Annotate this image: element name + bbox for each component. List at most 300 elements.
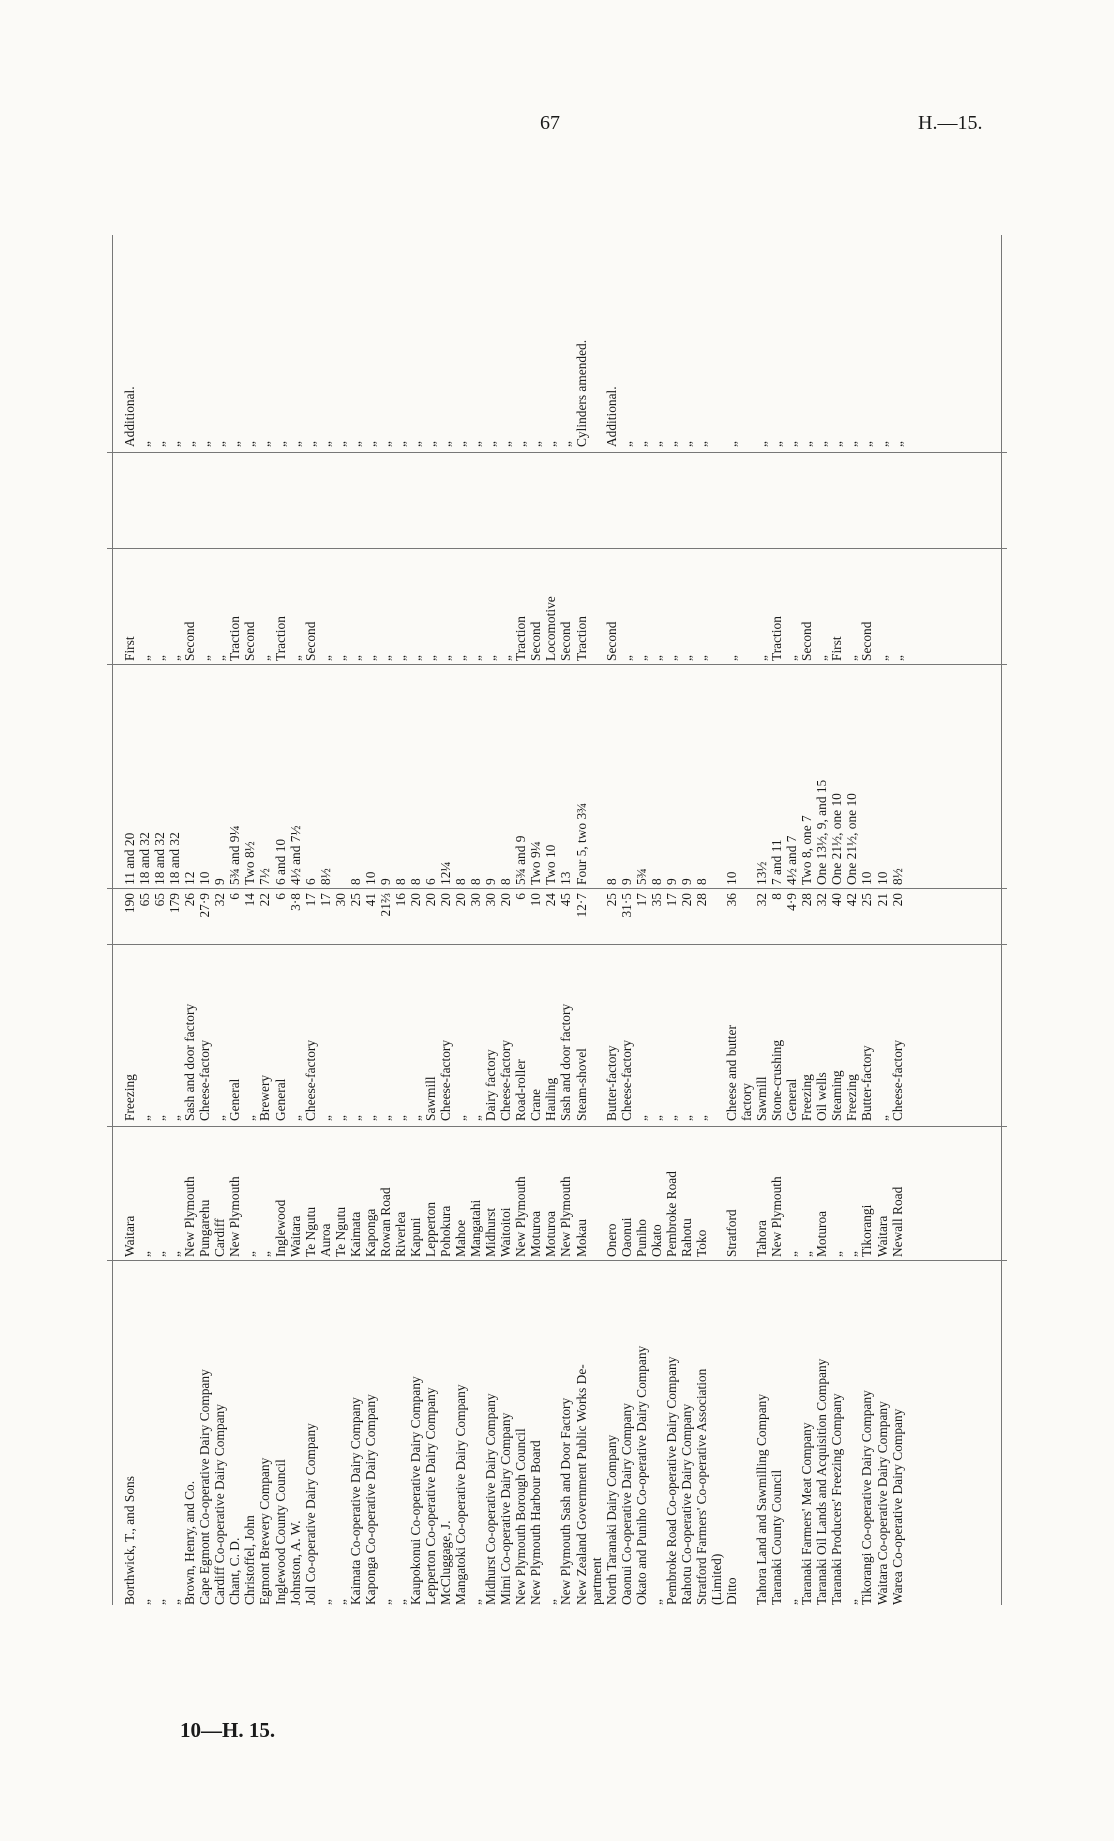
table-cell: Oaonui [618, 1217, 634, 1257]
table-cell: Taranaki Farmers' Meat Company [799, 1422, 815, 1605]
page-footer: 10—H. 15. [180, 1718, 276, 1742]
page-number: 67 [540, 112, 560, 134]
table-cell: 20 [438, 893, 454, 907]
table-cell: Pembroke Road [663, 1171, 679, 1257]
table-cell: Egmont Brewery Company [257, 1457, 273, 1605]
table-cell: „ [678, 441, 694, 447]
table-cell: factory [739, 1083, 755, 1121]
table-cell: Moturoa [814, 1210, 830, 1257]
table-cell: Rowan Road [377, 1187, 393, 1257]
table-cell: Pungarehu [197, 1199, 213, 1257]
table-cell: Lepperton [423, 1201, 438, 1257]
table-cell: Riverlea [392, 1211, 408, 1257]
table-cell: „ [483, 655, 499, 661]
table-cell: Waitoitoi [498, 1207, 514, 1257]
table-cell: First [829, 636, 845, 661]
table-cell: 25 [603, 893, 619, 907]
table-cell: „ [633, 441, 649, 447]
table-cell: 24 [543, 893, 559, 907]
table-cell: „ [693, 655, 709, 661]
table-cell: 36 [724, 893, 739, 907]
table-cell: One 21½, one 10 [829, 793, 845, 885]
table-cell: Second [528, 621, 544, 661]
table-cell: „ [618, 655, 634, 661]
table-cell: „ [302, 441, 318, 447]
table-cell: Tikorangi Co-operative Dairy Company [859, 1390, 875, 1605]
table-cell: „ [693, 441, 709, 447]
table-cell: „ [317, 441, 333, 447]
table-cell: Mangatoki Co-operative Dairy Company [453, 1384, 469, 1605]
table-cell: Taranaki Producers' Freezing Company [829, 1393, 845, 1605]
table-cell: Crane [528, 1089, 544, 1121]
table-cell: Butter-factory [603, 1045, 619, 1121]
table-cell: „ [453, 655, 469, 661]
table-cell: 8 [392, 878, 408, 885]
table-cell: Locomotive [543, 596, 559, 661]
table-cell: 18 and 32 [152, 832, 168, 885]
table-cell: „ [678, 655, 694, 661]
table-cell: 20 [407, 893, 423, 907]
table-cell: Cheese and butter [724, 1025, 739, 1121]
table-cell: 20 [678, 893, 694, 907]
table-cell: Waitara [874, 1215, 890, 1257]
table-cell: „ [137, 1599, 153, 1605]
table-cell: Stratford Farmers' Co-operative Association [693, 1368, 709, 1605]
table-cell: „ [799, 441, 815, 447]
table-cell: 20 [423, 893, 438, 907]
table-cell: Moturoa [543, 1210, 559, 1257]
table-cell: 32 [754, 893, 770, 907]
table-cell: „ [543, 441, 559, 447]
table-cell: New Zealand Government Public Works De- [573, 1364, 589, 1605]
table-cell: 5¾ and 9 [513, 835, 529, 885]
table-cell: „ [242, 441, 258, 447]
table-cell: „ [182, 441, 198, 447]
table-cell: „ [663, 441, 679, 447]
table-cell: Toko [693, 1229, 709, 1257]
table-cell: Kapuni [407, 1217, 423, 1257]
table-cell: Pembroke Road Co-operative Dairy Company [663, 1356, 679, 1605]
table-cell: 30 [468, 893, 484, 907]
table-cell: „ [407, 655, 423, 661]
table-cell: Midhurst [483, 1207, 499, 1257]
table-cell: „ [423, 655, 438, 661]
table-cell: Te Ngutu [332, 1206, 348, 1257]
table-cell: 10 [724, 871, 739, 885]
table-cell: „ [829, 441, 845, 447]
table-cell: Brewery [257, 1074, 273, 1121]
table-cell: „ [844, 1599, 860, 1605]
table-cell: 35 [648, 893, 664, 907]
table-cell: 16 [392, 893, 408, 907]
table-cell: „ [197, 655, 213, 661]
table-cell: Tahora Land and Sawmilling Company [754, 1393, 770, 1605]
table-cell: 14 [242, 893, 258, 907]
table-cell: „ [392, 441, 408, 447]
table-cell: 18 and 32 [137, 832, 153, 885]
rotated-boiler-register-table [107, 235, 1007, 1605]
table-cell: Cheese-factory [302, 1039, 318, 1121]
table-cell: „ [287, 441, 303, 447]
table-cell: 3·8 [287, 893, 303, 911]
table-cell: 9 [678, 878, 694, 885]
table-cell: „ [784, 1251, 800, 1257]
table-cell: 8 [407, 878, 423, 885]
table-cell: „ [754, 655, 770, 661]
table-cell: New Plymouth [558, 1176, 574, 1257]
table-cell: „ [317, 1115, 333, 1121]
table-cell: Inglewood [272, 1199, 288, 1257]
table-cell: „ [648, 1115, 664, 1121]
table-cell: „ [844, 655, 860, 661]
table-cell: 10 [528, 893, 544, 907]
table-cell: 21 [874, 893, 890, 907]
table-cell: Two 8½ [242, 841, 258, 885]
table-cell: Warea Co-operative Dairy Company [889, 1408, 905, 1605]
table-cell: 9 [618, 878, 634, 885]
table-cell: „ [167, 1115, 183, 1121]
table-cell: Steam-shovel [573, 1048, 589, 1121]
table-cell: Four 5, two 3¾ [573, 802, 589, 885]
table-cell: 13½ [754, 861, 770, 885]
table-cell: Sash and door factory [182, 1003, 198, 1121]
table-cell: 28 [799, 893, 815, 907]
table-cell: Rahotu Co-operative Dairy Company [678, 1403, 694, 1605]
table-cell: „ [212, 441, 228, 447]
table-cell: 8 [347, 878, 363, 885]
table-cell: Second [182, 621, 198, 661]
table-cell: „ [678, 1115, 694, 1121]
table-cell: „ [513, 441, 529, 447]
table-cell: 8 [603, 878, 619, 885]
table-cell: Sash and door factory [558, 1003, 574, 1121]
table-top-rule [112, 235, 113, 1605]
table-cell: Cheese-factory [618, 1039, 634, 1121]
table-cell: 25 [347, 893, 363, 907]
table-cell: „ [468, 441, 484, 447]
table-cell: 12¼ [438, 861, 454, 885]
table-cell: 8 [468, 878, 484, 885]
table-cell [887, 459, 908, 545]
table-cell: 4½ and 7½ [287, 825, 303, 885]
table-cell: 8 [693, 878, 709, 885]
table-cell: Kaponga Co-operative Dairy Company [362, 1394, 378, 1605]
table-cell: Second [302, 621, 318, 661]
table-cell: „ [377, 1115, 393, 1121]
table-cell: 32 [814, 893, 830, 907]
table-cell: 4½ and 7 [784, 835, 800, 885]
table-cell: 41 [362, 893, 378, 907]
table-cell: Mokau [573, 1219, 589, 1257]
table-cell: „ [347, 1115, 363, 1121]
table-cell: Mangatahi [468, 1199, 484, 1257]
table-cell: Cheese-factory [438, 1039, 454, 1121]
table-cell: 5¾ and 9¼ [227, 825, 243, 885]
table-cell: „ [287, 655, 303, 661]
table-cell: „ [648, 1599, 664, 1605]
table-cell: 17 [633, 893, 649, 907]
table-cell: „ [814, 655, 830, 661]
table-cell: „ [167, 655, 183, 661]
table-cell: „ [889, 441, 905, 447]
table-cell: „ [784, 441, 800, 447]
table-cell: „ [754, 441, 770, 447]
table-cell: Brown, Henry, and Co. [182, 1480, 198, 1605]
table-cell: „ [347, 655, 363, 661]
table-cell: „ [438, 441, 454, 447]
table-cell: „ [227, 441, 243, 447]
table-cell: „ [362, 655, 378, 661]
table-cell: 12·7 [573, 893, 589, 918]
table-cell: Stratford [724, 1209, 739, 1257]
table-cell: „ [468, 1599, 484, 1605]
table-cell: 6 and 10 [272, 838, 288, 885]
table-cell: 9 [663, 878, 679, 885]
table-cell: Two 10 [543, 844, 559, 885]
table-cell: New Plymouth Sash and Door Factory [558, 1397, 574, 1605]
table-cell: 9 [377, 878, 393, 885]
table-cell: New Plymouth [769, 1176, 785, 1257]
table-cell: 8½ [317, 868, 333, 885]
table-cell: „ [724, 441, 739, 447]
table-cell: „ [633, 655, 649, 661]
table-cell: „ [468, 655, 484, 661]
table-cell: Dairy factory [483, 1049, 499, 1121]
table-cell: Oil wells [814, 1072, 830, 1121]
table-cell: Second [558, 621, 574, 661]
table-cell: „ [257, 655, 273, 661]
table-cell: 17 [317, 893, 333, 907]
table-cell: Tahora [754, 1220, 770, 1257]
table-cell: „ [137, 1251, 153, 1257]
table-cell: Second [603, 621, 619, 661]
table-cell: Okato [648, 1224, 664, 1257]
table-cell: Road-roller [513, 1059, 529, 1121]
table-cell: „ [212, 655, 228, 661]
table-cell: North Taranaki Dairy Company [603, 1434, 619, 1605]
table-cell: „ [167, 1251, 183, 1257]
table-cell: Waitara Co-operative Dairy Company [874, 1401, 890, 1605]
table-cell: „ [663, 1115, 679, 1121]
table-cell: „ [438, 655, 454, 661]
table-cell: 27·9 [197, 893, 213, 918]
table-cell: Mimi Co-operative Dairy Company [498, 1412, 514, 1605]
table-cell: Waitara [122, 1215, 137, 1257]
table-cell: „ [407, 441, 423, 447]
table-cell: 10 [874, 871, 890, 885]
table-cell: One 13½, 9, and 15 [814, 779, 830, 885]
table-cell: 179 [167, 893, 183, 914]
table-cell: „ [784, 1599, 800, 1605]
table-cell: „ [242, 1251, 258, 1257]
table-cell: New Plymouth Borough Council [513, 1428, 529, 1605]
table-cell: 17 [302, 893, 318, 907]
table-cell: Steaming [829, 1070, 845, 1121]
table-cell: Chant, C. D. [227, 1537, 243, 1605]
table-cell: Kaponga [362, 1208, 378, 1257]
table-cell: „ [423, 441, 438, 447]
table-cell: „ [558, 441, 574, 447]
table-cell: Kaupokonui Co-operative Dairy Company [407, 1376, 423, 1605]
table-cell: 13 [558, 871, 574, 885]
table-cell: „ [498, 441, 514, 447]
table-cell: „ [152, 441, 168, 447]
table-cell: Ditto [724, 1577, 739, 1605]
table-cell: Okato and Puniho Co-operative Dairy Company [633, 1345, 649, 1605]
table-cell: Traction [227, 616, 243, 661]
table-bottom-rule [1001, 235, 1002, 1605]
table-cell: Midhurst Co-operative Dairy Company [483, 1393, 499, 1605]
table-cell: Kaimata [347, 1211, 363, 1257]
table-cell: „ [362, 441, 378, 447]
table-cell: „ [167, 441, 183, 447]
table-cell: 10 [859, 871, 875, 885]
table-cell: 12 [182, 871, 198, 885]
table-cell: „ [633, 1115, 649, 1121]
table-cell: „ [859, 441, 875, 447]
table-cell: „ [724, 655, 739, 661]
table-cell: Sawmill [754, 1076, 770, 1121]
table-cell: Newall Road [889, 1186, 905, 1257]
table-cell: Traction [573, 616, 589, 661]
table-cell: 6 [227, 893, 243, 900]
table-cell: Christoffel, John [242, 1515, 258, 1605]
table-cell: (Limited) [708, 1553, 724, 1605]
table-cell: 22 [257, 893, 273, 907]
table-cell: 5¾ [633, 868, 649, 885]
table-cell: Butter-factory [859, 1045, 875, 1121]
table-cell: „ [874, 1115, 890, 1121]
table-cell: 10 [197, 871, 213, 885]
table-cell: Cape Egmont Co-operative Dairy Company [197, 1369, 213, 1605]
table-cell: New Plymouth [182, 1176, 198, 1257]
table-cell: „ [332, 1115, 348, 1121]
table-cell: 42 [844, 893, 860, 907]
table-cell: Cylinders amended. [573, 339, 589, 447]
table-cell: „ [528, 441, 544, 447]
table-cell: „ [618, 441, 634, 447]
table-cell: „ [152, 1251, 168, 1257]
table-cell: „ [272, 441, 288, 447]
table-cell: „ [137, 655, 153, 661]
table-cell: „ [242, 1115, 258, 1121]
table-cell: Additional. [122, 386, 137, 447]
table-cell: Additional. [603, 386, 619, 447]
table-cell: 18 and 32 [167, 832, 183, 885]
table-cell: Traction [513, 616, 529, 661]
table-cell: 4·9 [784, 893, 800, 911]
table-cell: Traction [272, 616, 288, 661]
table-cell: Oaonui Co-operative Dairy Company [618, 1403, 634, 1605]
table-cell: Cheese-factory [498, 1039, 514, 1121]
table-cell: Freezing [799, 1074, 815, 1121]
table-cell: Second [242, 621, 258, 661]
table-cell: partment [588, 1557, 604, 1605]
table-cell: Onero [603, 1223, 619, 1257]
table-cell: Inglewood County Council [272, 1459, 288, 1605]
table-cell: 65 [137, 893, 153, 907]
table-cell: 30 [483, 893, 499, 907]
table-cell: 8 [498, 878, 514, 885]
table-cell: Stone-crushing [769, 1039, 785, 1121]
table-cell: Cardiff Co-operative Dairy Company [212, 1404, 228, 1605]
table-cell: 6 [513, 893, 529, 900]
table-cell: „ [453, 1115, 469, 1121]
table-cell: „ [287, 1115, 303, 1121]
table-cell: „ [257, 1251, 273, 1257]
table-cell: „ [137, 441, 153, 447]
table-cell: General [227, 1078, 243, 1121]
table-cell: Mahoe [453, 1219, 469, 1257]
table-cell: „ [377, 1599, 393, 1605]
table-cell: Kaimata Co-operative Dairy Company [347, 1397, 363, 1605]
table-cell: „ [392, 655, 408, 661]
table-cell: Cardiff [212, 1218, 228, 1257]
table-cell: Two 9¼ [528, 841, 544, 885]
table-cell: Pohokura [438, 1205, 454, 1257]
table-cell: „ [392, 1599, 408, 1605]
table-cell: 8 [453, 878, 469, 885]
table-cell: „ [407, 1115, 423, 1121]
table-cell: „ [317, 655, 333, 661]
table-cell: 190 [122, 893, 137, 914]
table-cell: Taranaki Oil Lands and Acquisition Company [814, 1358, 830, 1605]
table-cell: „ [874, 655, 890, 661]
table-cell: New Plymouth [513, 1176, 529, 1257]
table-cell: 25 [859, 893, 875, 907]
table-cell: „ [648, 655, 664, 661]
table-cell: Te Ngutu [302, 1206, 318, 1257]
table-cell: Auroa [317, 1223, 333, 1257]
table-cell: „ [377, 655, 393, 661]
table-cell: 45 [558, 893, 574, 907]
table-cell: Waitara [287, 1215, 303, 1257]
table-cell: 11 and 20 [122, 832, 137, 885]
table-cell: Tikorangi [859, 1204, 875, 1257]
table-cell: New Plymouth [227, 1176, 243, 1257]
table-cell: Borthwick, T., and Sons [122, 1476, 137, 1605]
table-cell: 8 [769, 893, 785, 900]
table-row [887, 235, 908, 1605]
table-cell: „ [453, 441, 469, 447]
table-cell: „ [663, 655, 679, 661]
table-cell: „ [197, 441, 213, 447]
table-cell: 32 [212, 893, 228, 907]
table-cell: „ [543, 1599, 559, 1605]
table-cell: Second [859, 621, 875, 661]
table-cell: „ [152, 1599, 168, 1605]
table-cell: „ [889, 655, 905, 661]
table-cell: „ [167, 1599, 183, 1605]
table-cell: 17 [663, 893, 679, 907]
table-cell: „ [844, 1251, 860, 1257]
table-cell: Lepperton Co-operative Dairy Company [423, 1387, 438, 1605]
table-cell: „ [362, 1115, 378, 1121]
table-cell: „ [332, 441, 348, 447]
table-cell: General [784, 1078, 800, 1121]
table-cell: „ [799, 1251, 815, 1257]
table-cell: „ [377, 441, 393, 447]
table-cell: „ [332, 655, 348, 661]
table-cell: 6 [272, 893, 288, 900]
table-cell: „ [152, 1115, 168, 1121]
table-cell: 8 [648, 878, 664, 885]
table-cell: „ [152, 655, 168, 661]
table-cell: „ [844, 441, 860, 447]
table-cell: 8½ [889, 868, 905, 885]
table-cell: „ [332, 1599, 348, 1605]
table-cell: „ [212, 1115, 228, 1121]
